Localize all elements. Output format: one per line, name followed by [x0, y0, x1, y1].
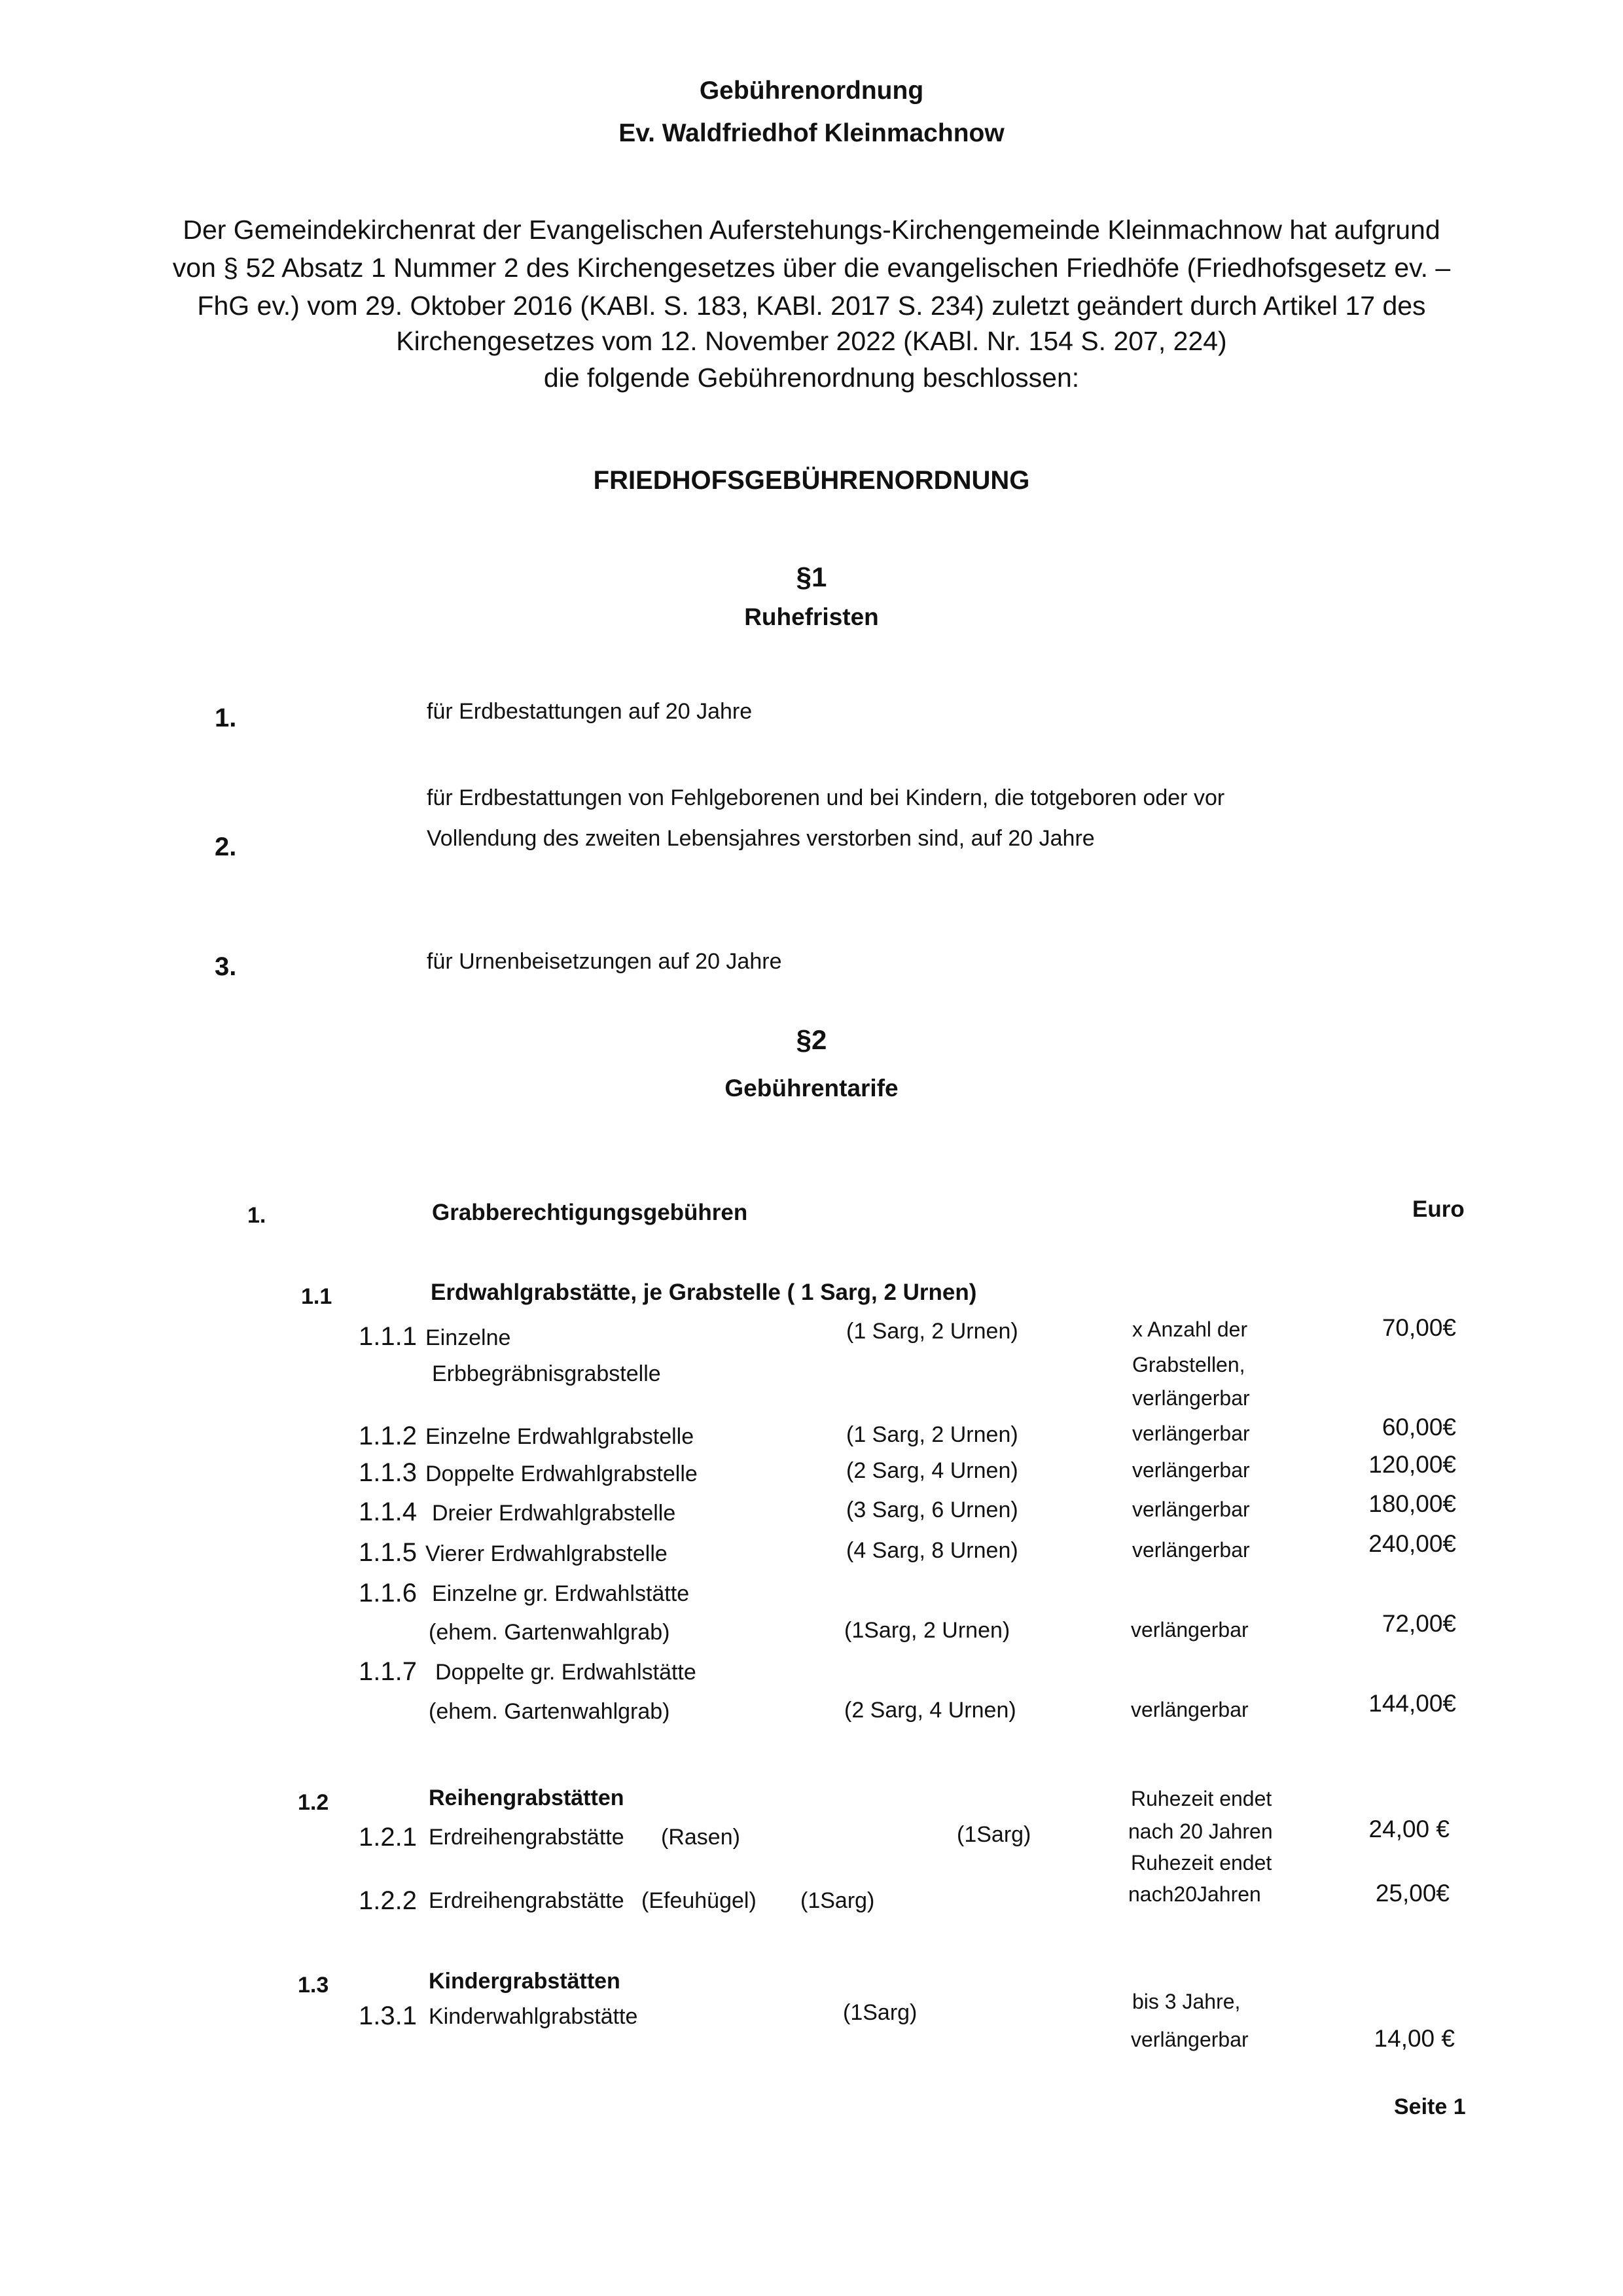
- row-1-1-7-name2: (ehem. Gartenwahlgrab): [429, 1699, 670, 1724]
- row-1-2-2-price: 25,00€: [1375, 1880, 1450, 1907]
- row-1-1-4-note: verlängerbar: [1132, 1498, 1250, 1521]
- row-1-3-1-name: Kinderwahlgrabstätte: [429, 2004, 638, 2029]
- row-1-1-1-capacity: (1 Sarg, 2 Urnen): [846, 1319, 1018, 1344]
- row-1-1-1-note3: verlängerbar: [1132, 1386, 1250, 1410]
- section2-title: Gebührentarife: [724, 1075, 899, 1102]
- row-1-1-7-name: Doppelte gr. Erdwahlstätte: [435, 1660, 696, 1685]
- row-1-1-6-capacity: (1Sarg, 2 Urnen): [844, 1618, 1010, 1643]
- row-1-3-1-note: bis 3 Jahre,: [1132, 1990, 1241, 2013]
- row-1-3-1-number: 1.3.1: [359, 2001, 417, 2030]
- intro-line-1: Der Gemeindekirchenrat der Evangelischen Auferstehungs-Kirchengemeinde Kleinmachnow hat aufgrund: [183, 215, 1440, 245]
- row-1-1-3-capacity: (2 Sarg, 4 Urnen): [846, 1458, 1018, 1483]
- row-1-2-1-note2: nach 20 Jahren: [1128, 1820, 1273, 1843]
- row-1-1-6-note: verlängerbar: [1131, 1618, 1249, 1641]
- doc-heading: FRIEDHOFSGEBÜHRENORDNUNG: [593, 466, 1030, 495]
- row-1-1-3-number: 1.1.3: [359, 1458, 417, 1487]
- row-1-1-1-name: Einzelne: [425, 1325, 511, 1350]
- row-1-1-4-number: 1.1.4: [359, 1498, 417, 1526]
- section2-number: §2: [796, 1024, 827, 1055]
- row-1-1-1-note: x Anzahl der: [1132, 1318, 1248, 1341]
- intro-line-3: FhG ev.) vom 29. Oktober 2016 (KABl. S. 183, KABl. 2017 S. 234) zuletzt geändert durch Artikel 17 des: [197, 291, 1426, 321]
- row-1-1-7-price: 144,00€: [1368, 1690, 1456, 1717]
- section1-number: §1: [796, 562, 827, 592]
- row-1-1-6-price: 72,00€: [1382, 1610, 1456, 1637]
- row-1-1-3-note: verlängerbar: [1132, 1458, 1250, 1482]
- row-1-1-7-note: verlängerbar: [1131, 1698, 1249, 1721]
- section1-title: Ruhefristen: [744, 603, 879, 630]
- row-1-3-1-capacity: (1Sarg): [843, 2000, 918, 2025]
- rule-2-number: 2.: [215, 833, 237, 861]
- row-1-1-1-price: 70,00€: [1382, 1314, 1456, 1341]
- sub-1-2-number: 1.2: [298, 1790, 329, 1815]
- row-1-1-4-price: 180,00€: [1368, 1490, 1456, 1517]
- row-1-3-1-price: 14,00 €: [1374, 2025, 1455, 2052]
- row-1-1-2-price: 60,00€: [1382, 1414, 1456, 1441]
- row-1-2-2-number: 1.2.2: [359, 1886, 417, 1915]
- row-1-1-6-name2: (ehem. Gartenwahlgrab): [429, 1620, 670, 1645]
- row-1-1-7-capacity: (2 Sarg, 4 Urnen): [844, 1698, 1016, 1723]
- row-1-1-5-note: verlängerbar: [1132, 1538, 1250, 1562]
- rule-1-number: 1.: [215, 704, 237, 732]
- row-1-2-1-name: Erdreihengrabstätte: [429, 1825, 624, 1850]
- sub-1-1-title: Erdwahlgrabstätte, je Grabstelle ( 1 Sarg, 2 Urnen): [431, 1280, 977, 1305]
- row-1-2-1-note: Ruhezeit endet: [1131, 1787, 1272, 1810]
- row-1-1-2-note: verlängerbar: [1132, 1422, 1250, 1445]
- rule-2-text-a: für Erdbestattungen von Fehlgeborenen und bei Kindern, die totgeboren oder vor: [427, 785, 1225, 810]
- row-1-2-2-capacity: (1Sarg): [800, 1888, 875, 1913]
- row-1-1-6-number: 1.1.6: [359, 1579, 417, 1607]
- row-1-2-2-note: Ruhezeit endet: [1131, 1851, 1272, 1874]
- group-1-title: Grabberechtigungsgebühren: [432, 1200, 748, 1225]
- row-1-1-5-price: 240,00€: [1368, 1530, 1456, 1557]
- row-1-1-5-name: Vierer Erdwahlgrabstelle: [425, 1541, 668, 1566]
- document-subtitle: Ev. Waldfriedhof Kleinmachnow: [618, 119, 1005, 147]
- currency-header: Euro: [1412, 1196, 1465, 1222]
- document-title: Gebührenordnung: [699, 77, 924, 105]
- row-1-1-2-capacity: (1 Sarg, 2 Urnen): [846, 1422, 1018, 1447]
- row-1-1-4-name: Dreier Erdwahlgrabstelle: [432, 1501, 676, 1526]
- row-1-2-1-price: 24,00 €: [1368, 1816, 1450, 1842]
- rule-1-text: für Erdbestattungen auf 20 Jahre: [427, 699, 753, 724]
- row-1-1-4-capacity: (3 Sarg, 6 Urnen): [846, 1498, 1018, 1522]
- sub-1-2-title: Reihengrabstätten: [429, 1785, 624, 1810]
- sub-1-1-number: 1.1: [301, 1284, 332, 1309]
- row-1-2-2-type: (Efeuhügel): [641, 1888, 757, 1913]
- row-1-1-1-note2: Grabstellen,: [1132, 1353, 1245, 1376]
- rule-2-text-b: Vollendung des zweiten Lebensjahres verstorben sind, auf 20 Jahre: [427, 826, 1095, 851]
- group-1-number: 1.: [247, 1203, 266, 1228]
- row-1-1-1-name2: Erbbegräbnisgrabstelle: [432, 1361, 661, 1386]
- row-1-1-3-name: Doppelte Erdwahlgrabstelle: [425, 1462, 698, 1486]
- row-1-1-2-number: 1.1.2: [359, 1422, 417, 1450]
- sub-1-3-title: Kindergrabstätten: [429, 1969, 620, 1994]
- intro-line-4: Kirchengesetzes vom 12. November 2022 (KABl. Nr. 154 S. 207, 224): [396, 326, 1227, 356]
- page-number: Seite 1: [1394, 2094, 1466, 2119]
- intro-line-2: von § 52 Absatz 1 Nummer 2 des Kirchengesetzes über die evangelischen Friedhöfe (Friedhofsgesetz ev. –: [172, 253, 1451, 283]
- row-1-1-3-price: 120,00€: [1368, 1451, 1456, 1478]
- rule-3-number: 3.: [215, 952, 237, 981]
- intro-line-5: die folgende Gebührenordnung beschlossen:: [543, 363, 1080, 393]
- row-1-2-1-type: (Rasen): [661, 1825, 740, 1850]
- row-1-2-1-capacity: (1Sarg): [957, 1822, 1031, 1847]
- sub-1-3-number: 1.3: [298, 1973, 329, 1998]
- row-1-1-5-capacity: (4 Sarg, 8 Urnen): [846, 1538, 1018, 1563]
- row-1-2-2-note2: nach20Jahren: [1128, 1882, 1261, 1906]
- row-1-1-2-name: Einzelne Erdwahlgrabstelle: [425, 1424, 694, 1449]
- row-1-1-7-number: 1.1.7: [359, 1657, 417, 1686]
- row-1-1-5-number: 1.1.5: [359, 1538, 417, 1567]
- rule-3-text: für Urnenbeisetzungen auf 20 Jahre: [427, 949, 782, 974]
- row-1-2-2-name: Erdreihengrabstätte: [429, 1888, 624, 1913]
- row-1-1-1-number: 1.1.1: [359, 1322, 417, 1351]
- row-1-1-6-name: Einzelne gr. Erdwahlstätte: [432, 1581, 690, 1606]
- row-1-3-1-note2: verlängerbar: [1131, 2028, 1249, 2051]
- row-1-2-1-number: 1.2.1: [359, 1823, 417, 1852]
